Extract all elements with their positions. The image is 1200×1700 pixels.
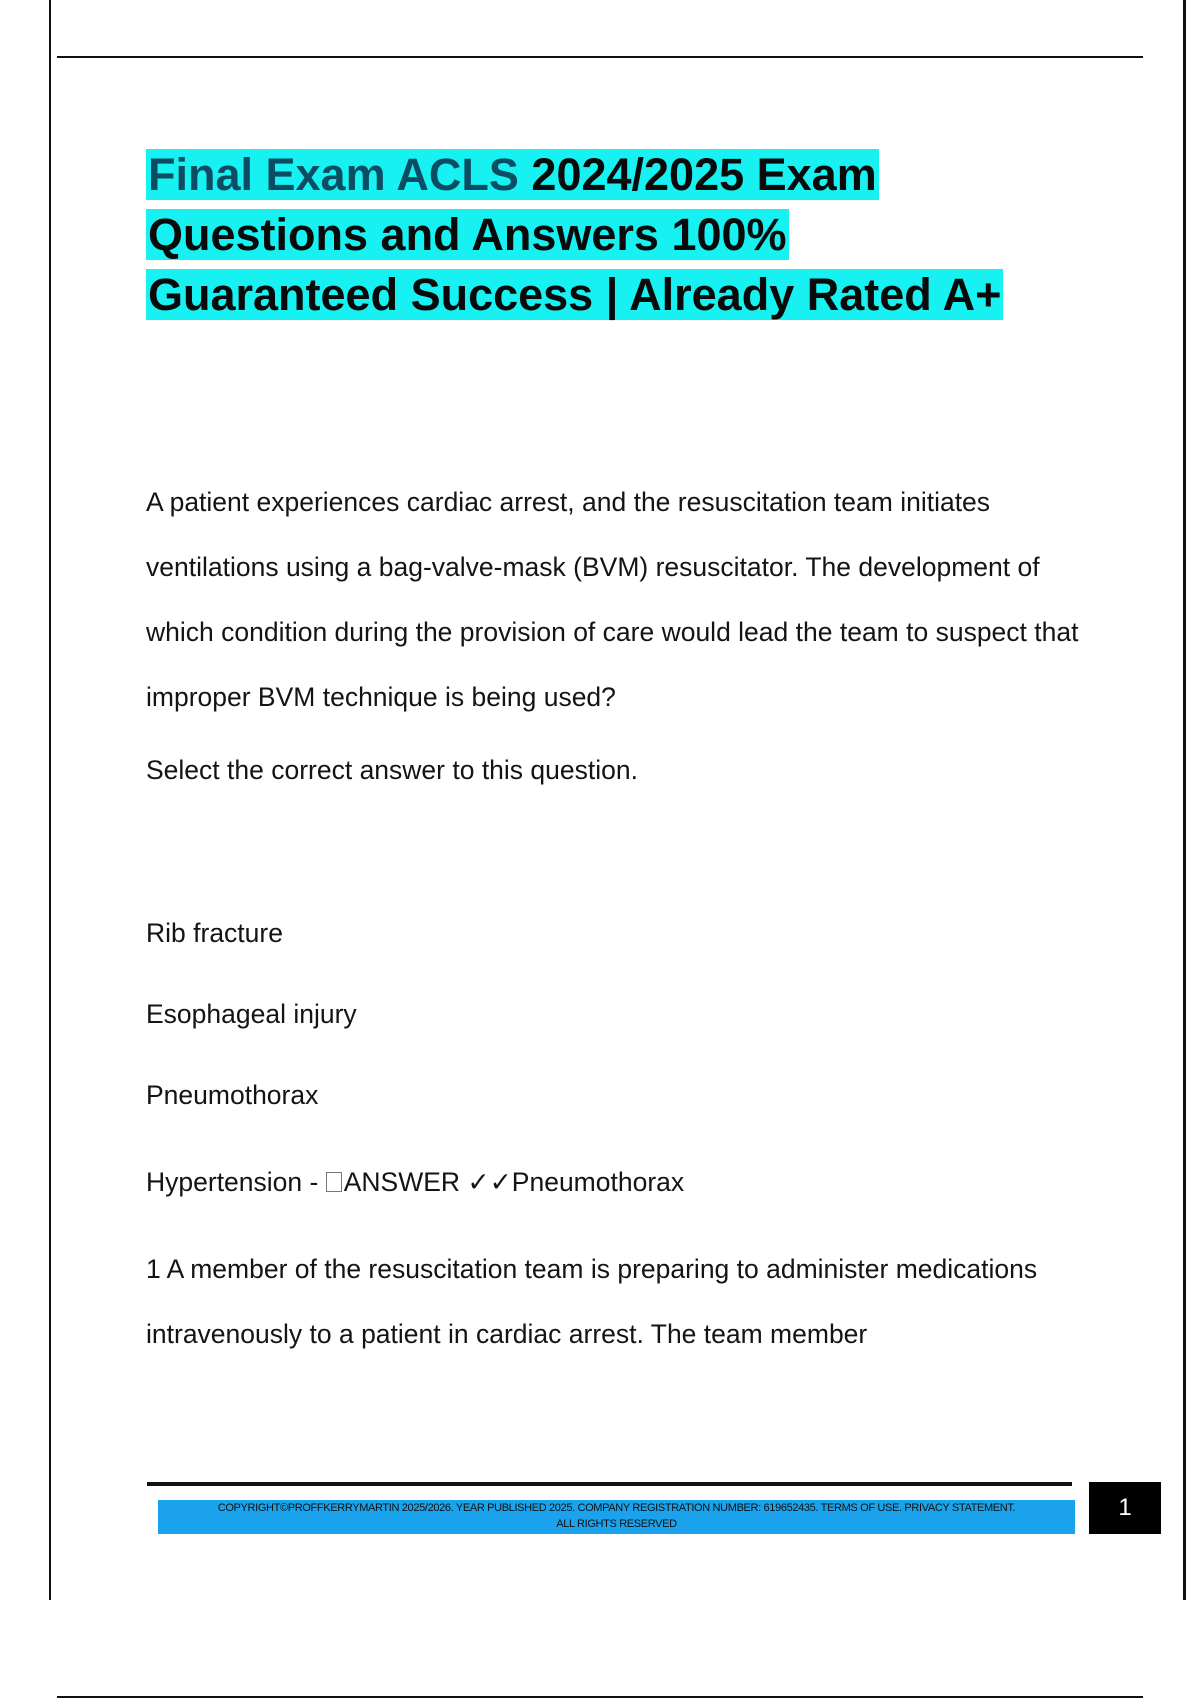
title-line-2-text: Questions and Answers 100% [148,209,787,260]
copyright-line-2: ALL RIGHTS RESERVED [556,1518,677,1530]
page-number: 1 [1089,1482,1161,1534]
option-rib-fracture: Rib fracture [146,918,283,948]
page-border-right [1183,0,1186,1600]
option-hypertension: Hypertension - [146,1167,326,1197]
page-border-left [49,0,51,1600]
answer-line [146,1162,684,1202]
question-1-text: A patient experiences cardiac arrest, and the resuscitation team initiates ventilations using a bag-valve-mask (BVM) resuscitator. The development of which condition during the provision of care would lead the team to suspect that improper BVM technique is being used? [146,487,1079,712]
header-rule [57,56,1143,58]
answer-options-list [146,913,357,1156]
instruction-text: Select the correct answer to this question. [146,755,638,785]
next-page-rule [57,1696,1143,1698]
title-accent-text: Final Exam ACLS [148,149,519,200]
question-2-text: 1 A member of the resuscitation team is preparing to administer medications intravenously to a patient in cardiac arrest. The team member [146,1254,1038,1349]
document-title [146,145,1106,325]
title-line-3 [146,269,1003,320]
copyright-line-1: COPYRIGHT©PROFFKERRYMARTIN 2025/2026. YEAR PUBLISHED 2025. COMPANY REGISTRATION NUMBER: 619652435. TERMS OF USE. PRIVACY STATEMENT. [217,1502,1016,1514]
option-esophageal-injury: Esophageal injury [146,999,357,1029]
option-pneumothorax: Pneumothorax [146,1080,319,1110]
missing-glyph-box-icon [326,1172,342,1192]
title-line-3-text: Guaranteed Success | Already Rated A+ [148,269,1002,320]
answer-label: ANSWER ✓✓Pneumothorax [343,1167,685,1197]
title-line-2 [146,209,789,260]
footer-rule [147,1482,1072,1486]
title-line-1-text: 2024/2025 Exam [518,149,877,200]
footer-copyright-band [158,1500,1075,1534]
title-line-1 [146,149,879,200]
